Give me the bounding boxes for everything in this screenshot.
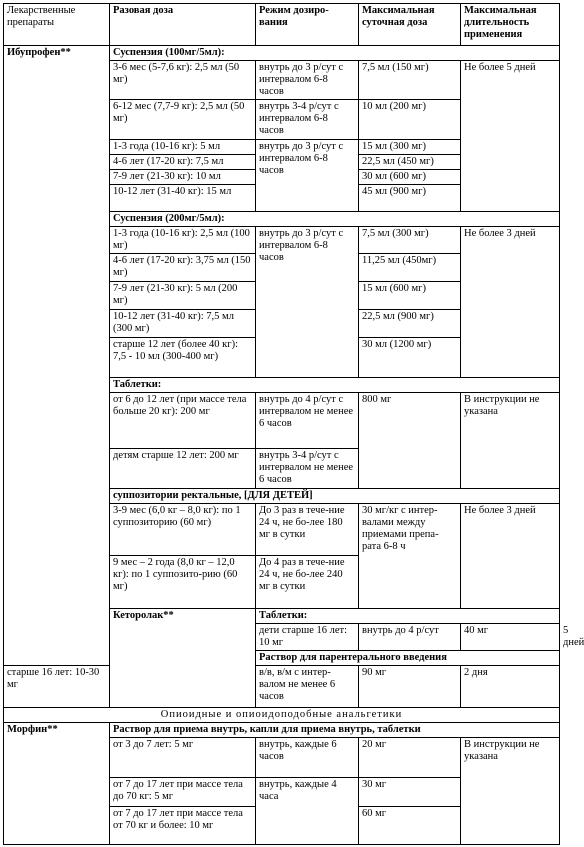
dose-cell: от 7 до 17 лет при массе тела от 70 кг и более: 10 мг bbox=[110, 807, 256, 845]
dose-cell: старше 12 лет (более 40 кг): 7,5 - 10 мл (300-400 мг) bbox=[110, 338, 256, 378]
max-cell: 800 мг bbox=[359, 393, 461, 489]
regimen-cell: внутрь до 3 р/сут с интервалом 6-8 часов bbox=[256, 140, 359, 212]
drug-morphine: Морфин** bbox=[4, 723, 110, 845]
max-cell: 45 мл (900 мг) bbox=[359, 185, 461, 212]
dosage-table: Лекарственные препараты Разовая доза Режим дозиро-вания Максимальная суточная доза Максимальная длительность применения Ибупрофен** Суспензия (100мг/5мл): 3-6 мес (5-7,6 кг): 2,5 мл (50 мг) внутрь до 3 р/сут с интервалом 6-8 часов 7,5 мл (150 мг) Не более 5 дней 6-12 мес (7,7-9 кг): 2,5 мл (50 мг) внутрь 3-4 р/сут с интервалом 6-8 часов 10 мл (200 мг) 1-3 года (10-16 кг): 5 мл внутрь до 3 р/сут с интервалом 6-8 часов 15 мл (300 мг) 4-6 лет (17-20 кг): 7,5 мл 22,5 мл (450 мг) 7-9 лет (21-30 кг): 10 мл 30 мл (600 мг) 10-12 лет (31-40 кг): 15 мл 45 мл (900 мг) Суспензия (200мг/5мл): 1-3 года (10-16 кг): 2,5 мл (100 мг) внутрь до 3 р/сут с интервалом 6-8 часов 7,5 мл (300 мг) Не более 3 дней 4-6 лет (17-20 кг): 3,75 мл (150 мг) 11,25 мл (450мг) 7-9 лет (21-30 кг): 5 мл (200 мг) 15 мл (600 мг) 10-12 лет (31-40 кг): 7,5 мл (300 мг) 22,5 мл (900 мг) старше 12 лет (более 40 кг): 7,5 - 10 мл (300-400 мг) 30 мл (1200 мг) Таблетки: от 6 до 12 лет (при массе тела больше 20 кг): 200 мг внутрь до 4 р/сут с интервалом не менее 6 часов 800 мг В инструкции не указана детям старше 12 лет: 200 мг внутрь 3-4 р/сут с интервалом не менее 6 часов суппозитории ректальные, [ДЛЯ ДЕТЕЙ] 3-9 мес (6,0 кг – 8,0 кг): по 1 суппозиторию (60 мг) До 3 раз в тече-ние 24 ч, не бо-лее 180 мг в сутки 30 мг/кг с интер-валами между приемами препа-рата 6-8 ч Не более 3 дней 9 мес – 2 года (8,0 кг – 12,0 кг): по 1 суппозито-рию (60 мг) До 4 раз в тече-ние 24 ч, не бо-лее 240 мг в сутки Кеторолак** Таблетки: дети старше 16 лет: 10 мг внутрь до 4 р/сут 40 мг 5 дней Раствор для парентерального введения старше 16 лет: 10-30 мг в/в, в/м с интер-валом не менее 6 часов 90 мг 2 дня Опиоидные и опиоидоподобные анальгетики Морфин** Раствор для приема внутрь, капли для приема внутрь, таблетки от 3 до 7 лет: 5 мг внутрь, каждые 6 часов 20 мг В инструкции не указана от 7 до 17 лет при массе тела до 70 кг: 5 мг внутрь, каждые 4 часа 30 мг от 7 до 17 лет при массе тела от 70 кг и более: 10 мг 60 мг bbox=[3, 3, 560, 845]
dose-cell: 10-12 лет (31-40 кг): 7,5 мл (300 мг) bbox=[110, 310, 256, 338]
dose-cell: от 3 до 7 лет: 5 мг bbox=[110, 738, 256, 778]
duration-cell: В инструкции не указана bbox=[461, 738, 560, 845]
max-cell: 60 мг bbox=[359, 807, 461, 845]
max-cell: 7,5 мл (150 мг) bbox=[359, 61, 461, 100]
dose-cell: 9 мес – 2 года (8,0 кг – 12,0 кг): по 1 суппозито-рию (60 мг) bbox=[110, 556, 256, 609]
dose-cell: 1-3 года (10-16 кг): 2,5 мл (100 мг) bbox=[110, 227, 256, 254]
dose-cell: детям старше 12 лет: 200 мг bbox=[110, 449, 256, 489]
duration-cell: Не более 5 дней bbox=[461, 61, 560, 212]
drug-ibuprofen: Ибупрофен** bbox=[4, 46, 110, 666]
regimen-cell: внутрь, каждые 6 часов bbox=[256, 738, 359, 778]
ibu-tablets-title: Таблетки: bbox=[110, 378, 560, 393]
keto-inj-title: Раствор для парентерального введения bbox=[256, 651, 560, 666]
regimen-cell: внутрь до 4 р/сут bbox=[359, 624, 461, 651]
dose-cell: от 6 до 12 лет (при массе тела больше 20 кг): 200 мг bbox=[110, 393, 256, 449]
header-maxdaily: Максимальная суточная доза bbox=[359, 4, 461, 46]
max-cell: 40 мг bbox=[461, 624, 560, 651]
max-cell: 22,5 мл (900 мг) bbox=[359, 310, 461, 338]
duration-cell: Не более 3 дней bbox=[461, 504, 560, 609]
dose-cell: 3-9 мес (6,0 кг – 8,0 кг): по 1 суппозиторию (60 мг) bbox=[110, 504, 256, 556]
header-row bbox=[4, 4, 560, 46]
max-cell: 30 мг bbox=[359, 778, 461, 807]
keto-tab-title: Таблетки: bbox=[256, 609, 560, 624]
drug-ketorolac: Кеторолак** bbox=[110, 609, 256, 708]
regimen-cell: в/в, в/м с интер-валом не менее 6 часов bbox=[256, 666, 359, 708]
regimen-cell: До 3 раз в тече-ние 24 ч, не бо-лее 180 мг в сутки bbox=[256, 504, 359, 556]
max-cell: 30 мл (600 мг) bbox=[359, 170, 461, 185]
dose-cell: 1-3 года (10-16 кг): 5 мл bbox=[110, 140, 256, 155]
dose-cell: старше 16 лет: 10-30 мг bbox=[4, 666, 110, 708]
duration-cell: Не более 3 дней bbox=[461, 227, 560, 378]
header-regimen: Режим дозиро-вания bbox=[256, 4, 359, 46]
section-opioid: Опиоидные и опиоидоподобные анальгетики bbox=[4, 708, 560, 723]
max-cell: 10 мл (200 мг) bbox=[359, 100, 461, 140]
ibu-susp200-title: Суспензия (200мг/5мл): bbox=[110, 212, 560, 227]
dose-cell: 7-9 лет (21-30 кг): 10 мл bbox=[110, 170, 256, 185]
max-cell: 90 мг bbox=[359, 666, 461, 708]
duration-cell: В инструкции не указана bbox=[461, 393, 560, 489]
dose-cell: от 7 до 17 лет при массе тела до 70 кг: 5 мг bbox=[110, 778, 256, 807]
duration-cell: 2 дня bbox=[461, 666, 560, 708]
regimen-cell: внутрь 3-4 р/сут с интервалом 6-8 часов bbox=[256, 100, 359, 140]
regimen-cell: внутрь до 4 р/сут с интервалом не менее 6 часов bbox=[256, 393, 359, 449]
dose-cell: 4-6 лет (17-20 кг): 3,75 мл (150 мг) bbox=[110, 254, 256, 282]
regimen-cell: внутрь 3-4 р/сут с интервалом не менее 6 часов bbox=[256, 449, 359, 489]
ibu-supp-title: суппозитории ректальные, [ДЛЯ ДЕТЕЙ] bbox=[110, 489, 560, 504]
regimen-cell: До 4 раз в тече-ние 24 ч, не бо-лее 240 мг в сутки bbox=[256, 556, 359, 609]
regimen-cell: внутрь до 3 р/сут с интервалом 6-8 часов bbox=[256, 227, 359, 378]
max-cell: 30 мл (1200 мг) bbox=[359, 338, 461, 378]
dose-cell: 3-6 мес (5-7,6 кг): 2,5 мл (50 мг) bbox=[110, 61, 256, 100]
dose-cell: 4-6 лет (17-20 кг): 7,5 мл bbox=[110, 155, 256, 170]
max-cell: 15 мл (300 мг) bbox=[359, 140, 461, 155]
max-cell: 22,5 мл (450 мг) bbox=[359, 155, 461, 170]
dose-cell: дети старше 16 лет: 10 мг bbox=[256, 624, 359, 651]
max-cell: 11,25 мл (450мг) bbox=[359, 254, 461, 282]
header-drug: Лекарственные препараты bbox=[4, 4, 110, 46]
header-dose: Разовая доза bbox=[110, 4, 256, 46]
max-cell: 7,5 мл (300 мг) bbox=[359, 227, 461, 254]
morphine-title: Раствор для приема внутрь, капли для приема внутрь, таблетки bbox=[110, 723, 560, 738]
ibu-susp100-title: Суспензия (100мг/5мл): bbox=[110, 46, 560, 61]
max-cell: 15 мл (600 мг) bbox=[359, 282, 461, 310]
regimen-cell: внутрь до 3 р/сут с интервалом 6-8 часов bbox=[256, 61, 359, 100]
max-cell: 30 мг/кг с интер-валами между приемами препа-рата 6-8 ч bbox=[359, 504, 461, 609]
header-maxdur: Максимальная длительность применения bbox=[461, 4, 560, 46]
max-cell: 20 мг bbox=[359, 738, 461, 778]
dose-cell: 10-12 лет (31-40 кг): 15 мл bbox=[110, 185, 256, 212]
dose-cell: 7-9 лет (21-30 кг): 5 мл (200 мг) bbox=[110, 282, 256, 310]
dose-cell: 6-12 мес (7,7-9 кг): 2,5 мл (50 мг) bbox=[110, 100, 256, 140]
regimen-cell: внутрь, каждые 4 часа bbox=[256, 778, 359, 845]
